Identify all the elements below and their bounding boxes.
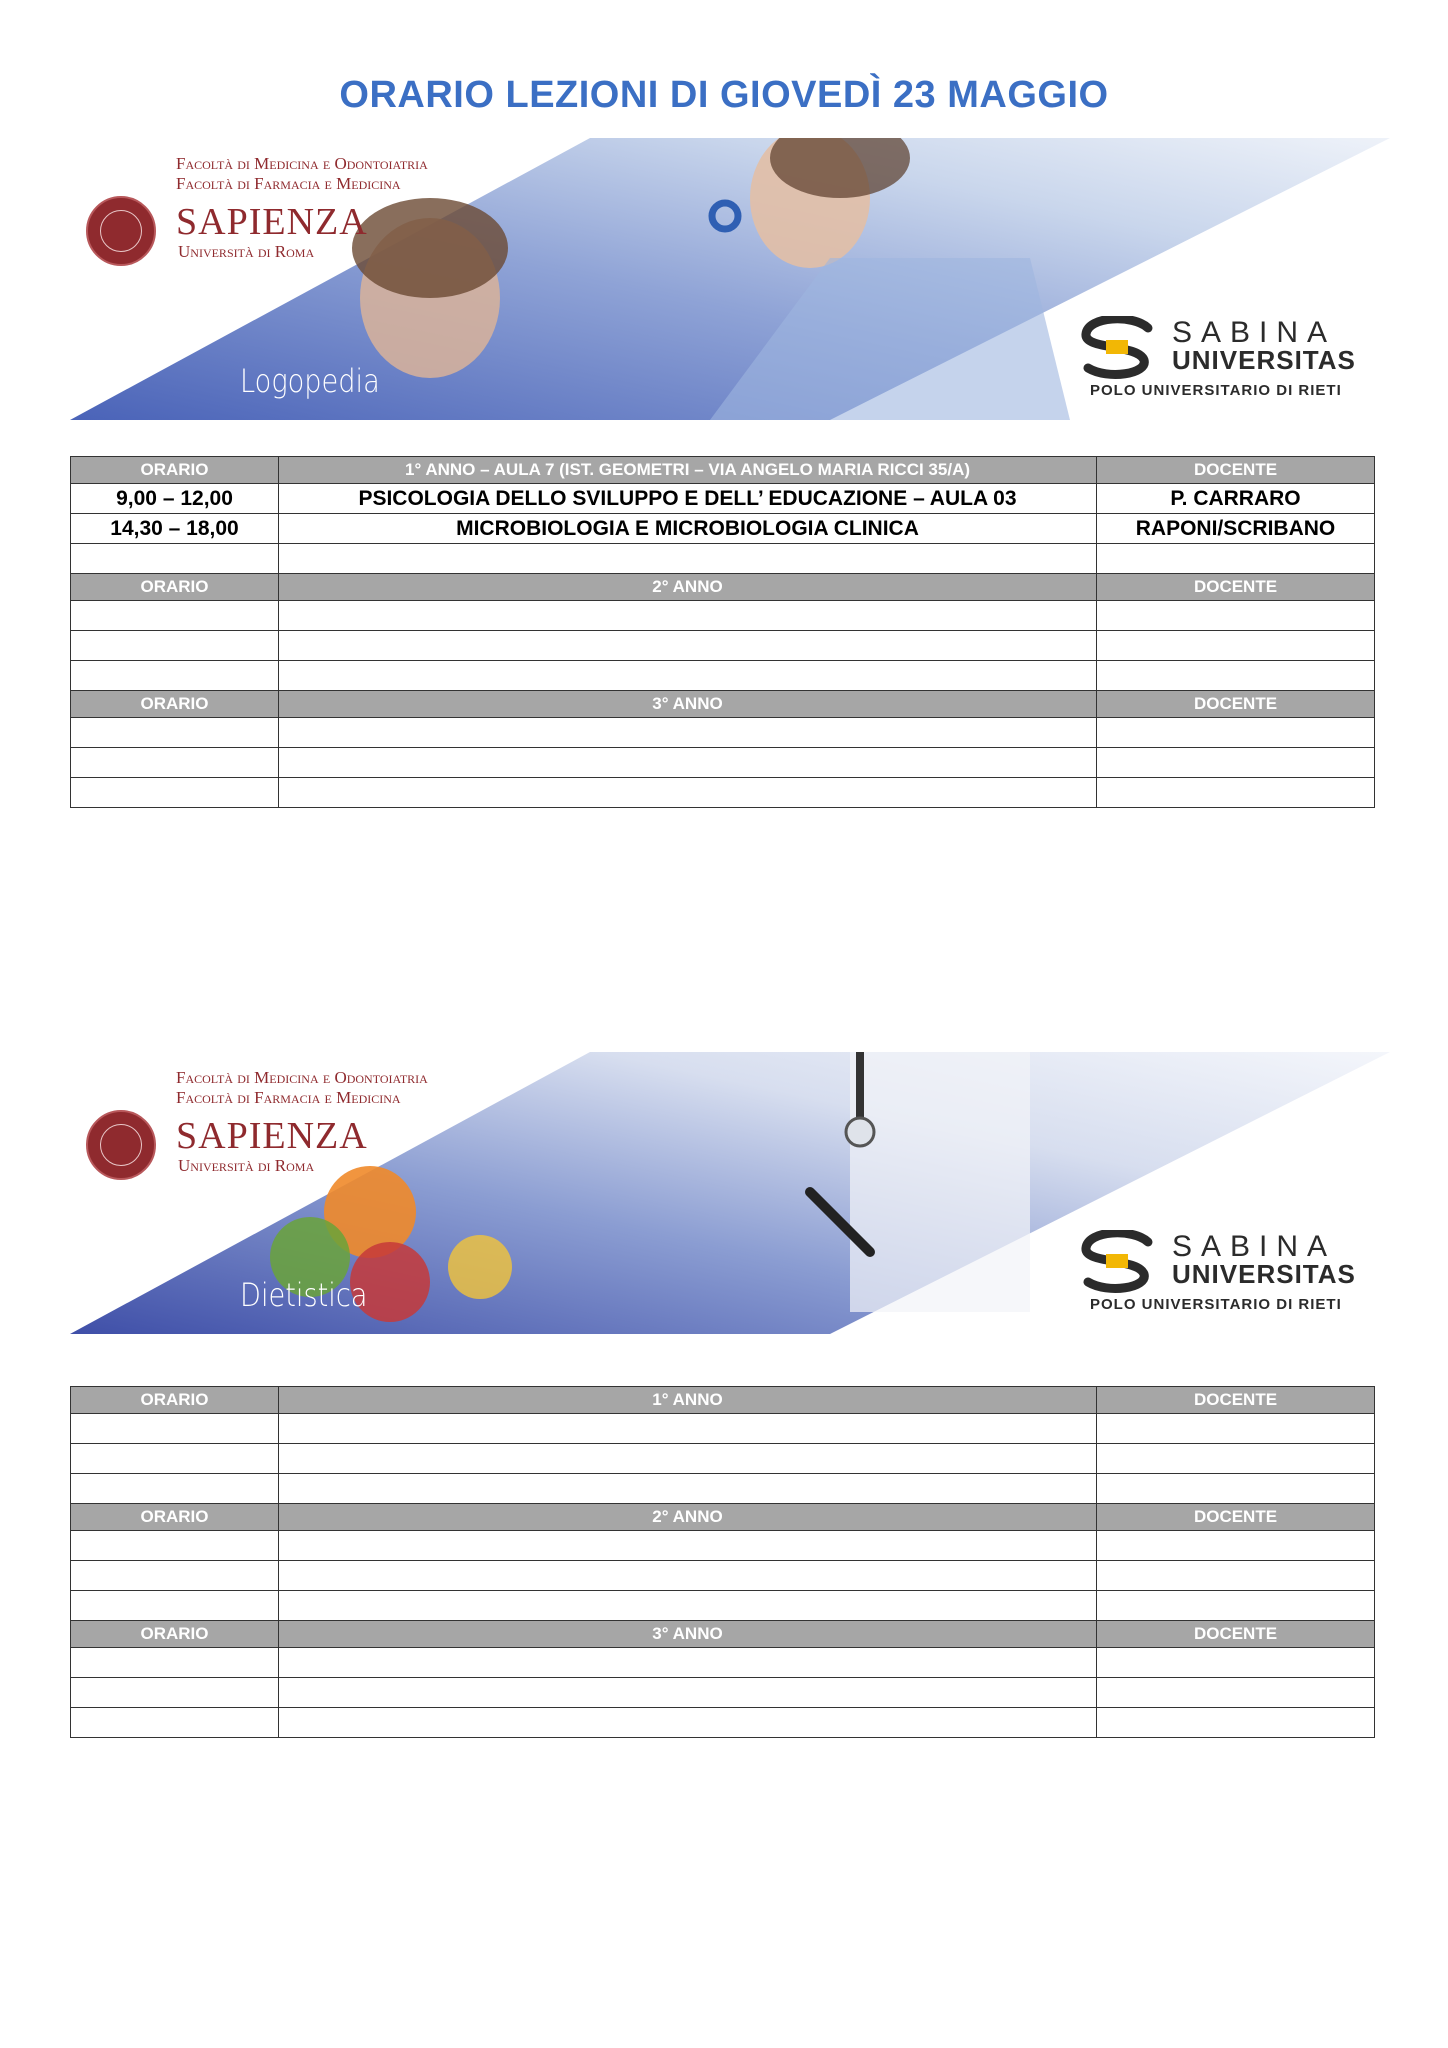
table-row: [71, 544, 1375, 574]
sapienza-seal-icon: [86, 1110, 156, 1180]
cell-materia: [279, 748, 1097, 778]
cell-materia: [279, 718, 1097, 748]
cell-orario: [71, 1414, 279, 1444]
cell-docente: P. CARRARO: [1097, 484, 1375, 514]
table-row: [71, 1444, 1375, 1474]
cell-docente: [1097, 1678, 1375, 1708]
cell-docente: [1097, 1444, 1375, 1474]
table-header-row: [71, 691, 1375, 718]
header-orario: ORARIO: [71, 1387, 279, 1414]
header-anno: 2° ANNO: [279, 574, 1097, 601]
banner-dietistica: [70, 1052, 1390, 1334]
faculty-lines: [176, 1068, 428, 1108]
cell-docente: RAPONI/SCRIBANO: [1097, 514, 1375, 544]
header-orario: ORARIO: [71, 457, 279, 484]
sapienza-subtitle: Università di Roma: [178, 1156, 315, 1175]
header-anno: 2° ANNO: [279, 1504, 1097, 1531]
table-row: [71, 1591, 1375, 1621]
cell-materia: [279, 601, 1097, 631]
table-header-row: [71, 1504, 1375, 1531]
cell-materia: [279, 661, 1097, 691]
cell-materia: PSICOLOGIA DELLO SVILUPPO E DELL’ EDUCAZIONE – AULA 03: [279, 484, 1097, 514]
table-header-row: [71, 1621, 1375, 1648]
cell-docente: [1097, 661, 1375, 691]
cell-materia: [279, 1708, 1097, 1738]
cell-docente: [1097, 1414, 1375, 1444]
header-docente: DOCENTE: [1097, 1504, 1375, 1531]
cell-docente: [1097, 544, 1375, 574]
cell-materia: [279, 544, 1097, 574]
faculty-line-1: Facoltà di Medicina e Odontoiatria: [176, 154, 428, 173]
sabina-polo: POLO UNIVERSITARIO DI RIETI: [1090, 382, 1342, 399]
table-row: [71, 601, 1375, 631]
header-anno: 3° ANNO: [279, 1621, 1097, 1648]
cell-docente: [1097, 748, 1375, 778]
cell-orario: [71, 1708, 279, 1738]
sabina-logo: [1078, 316, 1378, 406]
table-row: [71, 748, 1375, 778]
table-header-row: [71, 1387, 1375, 1414]
cell-orario: [71, 748, 279, 778]
cell-materia: [279, 1414, 1097, 1444]
header-anno: 1° ANNO – AULA 7 (IST. GEOMETRI – VIA ANGELO MARIA RICCI 35/A): [279, 457, 1097, 484]
cell-orario: [71, 1561, 279, 1591]
cell-materia: [279, 1444, 1097, 1474]
schedule-table-logopedia: [70, 456, 1375, 808]
header-orario: ORARIO: [71, 691, 279, 718]
table-header-row: [71, 457, 1375, 484]
cell-docente: [1097, 1474, 1375, 1504]
table-row: [71, 661, 1375, 691]
header-docente: DOCENTE: [1097, 1621, 1375, 1648]
table-row: [71, 718, 1375, 748]
faculty-line-2: Facoltà di Farmacia e Medicina: [176, 174, 401, 193]
cell-orario: [71, 1531, 279, 1561]
table-row: [71, 1474, 1375, 1504]
schedule-table-dietistica: [70, 1386, 1375, 1738]
cell-orario: [71, 1591, 279, 1621]
table-row: [71, 1414, 1375, 1444]
sabina-s-icon: [1078, 316, 1158, 382]
table-header-row: [71, 574, 1375, 601]
cell-materia: MICROBIOLOGIA E MICROBIOLOGIA CLINICA: [279, 514, 1097, 544]
header-docente: DOCENTE: [1097, 457, 1375, 484]
cell-materia: [279, 778, 1097, 808]
cell-docente: [1097, 718, 1375, 748]
cell-materia: [279, 631, 1097, 661]
header-docente: DOCENTE: [1097, 691, 1375, 718]
course-name: Dietistica: [240, 1276, 368, 1314]
cell-materia: [279, 1474, 1097, 1504]
sabina-title: SABINA: [1172, 1230, 1337, 1263]
header-orario: ORARIO: [71, 1621, 279, 1648]
sapienza-wordmark: SAPIENZA: [176, 1115, 368, 1157]
cell-orario: [71, 1444, 279, 1474]
cell-materia: [279, 1531, 1097, 1561]
cell-orario: [71, 601, 279, 631]
page-title: ORARIO LEZIONI DI GIOVEDÌ 23 MAGGIO: [339, 74, 1109, 116]
sabina-logo: [1078, 1230, 1378, 1320]
cell-docente: [1097, 1648, 1375, 1678]
cell-docente: [1097, 631, 1375, 661]
faculty-line-1: Facoltà di Medicina e Odontoiatria: [176, 1068, 428, 1087]
header-orario: ORARIO: [71, 574, 279, 601]
cell-orario: 9,00 – 12,00: [71, 484, 279, 514]
faculty-line-2: Facoltà di Farmacia e Medicina: [176, 1088, 401, 1107]
header-anno: 1° ANNO: [279, 1387, 1097, 1414]
course-name: Logopedia: [240, 362, 380, 400]
cell-orario: [71, 1474, 279, 1504]
sabina-subtitle: UNIVERSITAS: [1172, 1259, 1356, 1289]
header-docente: DOCENTE: [1097, 574, 1375, 601]
cell-orario: 14,30 – 18,00: [71, 514, 279, 544]
cell-materia: [279, 1678, 1097, 1708]
cell-docente: [1097, 601, 1375, 631]
table-row: [71, 1531, 1375, 1561]
cell-orario: [71, 544, 279, 574]
cell-orario: [71, 631, 279, 661]
cell-materia: [279, 1561, 1097, 1591]
cell-orario: [71, 718, 279, 748]
sapienza-seal-icon: [86, 196, 156, 266]
cell-orario: [71, 778, 279, 808]
sabina-polo: POLO UNIVERSITARIO DI RIETI: [1090, 1296, 1342, 1313]
sabina-s-icon: [1078, 1230, 1158, 1296]
sapienza-subtitle: Università di Roma: [178, 242, 315, 261]
header-anno: 3° ANNO: [279, 691, 1097, 718]
cell-orario: [71, 1648, 279, 1678]
cell-materia: [279, 1648, 1097, 1678]
sabina-title: SABINA: [1172, 316, 1337, 349]
cell-materia: [279, 1591, 1097, 1621]
table-row: [71, 778, 1375, 808]
table-row: [71, 631, 1375, 661]
cell-docente: [1097, 1531, 1375, 1561]
sapienza-wordmark: SAPIENZA: [176, 201, 368, 243]
cell-orario: [71, 1678, 279, 1708]
header-orario: ORARIO: [71, 1504, 279, 1531]
table-row: [71, 484, 1375, 514]
cell-docente: [1097, 1591, 1375, 1621]
table-row: [71, 1561, 1375, 1591]
table-row: [71, 1678, 1375, 1708]
banner-logopedia: [70, 138, 1390, 420]
header-docente: DOCENTE: [1097, 1387, 1375, 1414]
cell-docente: [1097, 1561, 1375, 1591]
table-row: [71, 1708, 1375, 1738]
faculty-lines: [176, 154, 428, 194]
cell-orario: [71, 661, 279, 691]
sabina-subtitle: UNIVERSITAS: [1172, 345, 1356, 375]
table-row: [71, 1648, 1375, 1678]
table-row: [71, 514, 1375, 544]
cell-docente: [1097, 1708, 1375, 1738]
cell-docente: [1097, 778, 1375, 808]
